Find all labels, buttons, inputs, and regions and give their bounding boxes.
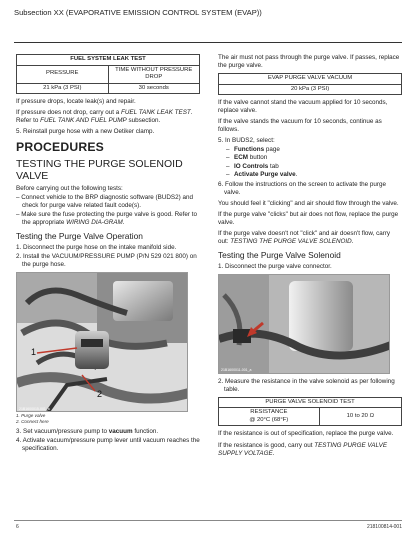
selection-item: – Activate Purge valve.	[226, 171, 402, 179]
paragraph: If the resistance is out of specification, replace the purge valve.	[218, 430, 394, 438]
document-code: 218100814-001	[366, 524, 402, 530]
photo-code: 21B1600015-001_a	[19, 407, 50, 412]
table-cell: 21 kPa (3 PSI)	[17, 83, 109, 94]
paragraph: If the valve cannot stand the vacuum applied for 10 seconds, replace valve.	[218, 99, 388, 115]
procedures-heading: PROCEDURES	[16, 140, 105, 155]
table-title: PURGE VALVE SOLENOID TEST	[219, 397, 402, 408]
paragraph: If the valve stands the vacuum for 10 seconds, continue as follows.	[218, 118, 382, 134]
purge-valve-illustration	[17, 273, 188, 412]
step-list	[16, 428, 200, 453]
right-column	[218, 54, 402, 461]
connector-photo	[218, 274, 390, 374]
header-title: Subsection XX (EVAPORATIVE EMISSION CONTROL SYSTEM (EVAP))	[14, 8, 262, 17]
link-wiring-diagram[interactable]: WIRING DIA-GRAM	[66, 219, 123, 227]
paragraph: If the purge valve "clicks" but air does not flow, replace the purge valve.	[218, 210, 399, 226]
step: 2. Measure the resistance in the valve solenoid as per following table.	[218, 377, 395, 393]
purge-valve-body	[75, 331, 109, 369]
fuel-leak-test-table	[16, 54, 200, 94]
step-list	[16, 244, 200, 269]
purge-valve-photo	[16, 272, 188, 412]
evap-vacuum-table	[218, 73, 402, 95]
selection-item: – IO Controls tab	[226, 163, 402, 171]
step: 1. Disconnect the purge hose on the intake manifold side.	[16, 244, 177, 252]
bullet-item: – Connect vehicle to the BRP diagnostic software (BUDS2) and check for purge valve related fault code(s).	[16, 194, 193, 210]
table-title: EVAP PURGE VALVE VACUUM	[219, 74, 402, 85]
table-title: FUEL SYSTEM LEAK TEST	[17, 55, 200, 66]
link-fuel-tank-leak-test[interactable]: FUEL TANK LEAK TEST	[121, 109, 191, 117]
page-number: 6	[16, 524, 19, 530]
page-header	[14, 8, 402, 18]
photo-code: 21B1600011-001_a	[221, 367, 252, 372]
link-testing-purge-valve-supply-voltage[interactable]: TESTING PURGE VALVE SUPPLY VOLTAGE	[218, 441, 388, 457]
paragraph: If the resistance is good, carry out TESTING PURGE VALVE SUPPLY VOLTAGE.	[218, 441, 388, 457]
section-title: TESTING THE PURGE SOLENOID VALVE	[16, 157, 183, 182]
paragraph: Before carrying out the following tests:	[16, 185, 123, 193]
step: 6. Follow the instructions on the screen to activate the purge valve.	[218, 180, 387, 196]
paragraph: The air must not pass through the purge valve. If passes, replace the purge valve.	[218, 54, 400, 70]
footer-rule	[14, 520, 402, 521]
bullet-item: – Make sure the fuse protecting the purge valve is good. Refer to the appropriate WIRING DIA-GRAM.	[16, 211, 197, 227]
paragraph: You should feel it "clicking" and air should flow through the valve.	[218, 199, 399, 207]
selection-item: – ECM button	[226, 154, 402, 162]
callout-1-label: 1	[31, 347, 37, 358]
table-cell: 30 seconds	[108, 83, 200, 94]
bullet-list	[16, 194, 200, 227]
link-testing-purge-valve-solenoid[interactable]: TESTING THE PURGE VALVE SOLENOID	[230, 237, 352, 245]
legend-item: 2. Connect here	[16, 419, 49, 425]
selection-item: – Functions page	[226, 146, 402, 154]
step: 5. Reinstall purge hose with a new Oetiker clamp.	[16, 128, 155, 136]
step: 4. Activate vacuum/pressure pump lever until vacuum reaches the specification.	[16, 437, 200, 453]
subsection-heading: Testing the Purge Valve Operation	[16, 231, 143, 242]
step: 2. Install the VACUUM/PRESSURE PUMP (P/N 529 021 800) on the purge hose.	[16, 253, 197, 269]
step: 1. Disconnect the purge valve connector.	[218, 262, 332, 270]
subsection-heading: Testing the Purge Valve Solenoid	[218, 249, 341, 260]
callout-2-label: 2	[97, 389, 103, 400]
solenoid-test-table	[218, 397, 402, 427]
link-fuel-tank-and-fuel-pump[interactable]: FUEL TANK AND FUEL PUMP	[40, 117, 127, 125]
paragraph: If pressure does not drop, carry out a FUEL TANK LEAK TEST. Refer to FUEL TANK AND FUEL PUMP subsection.	[16, 109, 193, 125]
left-column	[16, 54, 200, 454]
legend	[16, 413, 200, 425]
table-header-cell: PRESSURE	[17, 65, 109, 83]
table-header-cell: TIME WITHOUT PRESSURE DROP	[108, 65, 200, 83]
legend-item: 1. Purge valve	[16, 413, 46, 419]
table-cell: 20 kPa (3 PSI)	[219, 84, 402, 95]
connector-illustration	[219, 275, 390, 374]
table-cell: RESISTANCE @ 20°C (68°F)	[219, 408, 320, 426]
step: 3. Set vacuum/pressure pump to vacuum function.	[16, 427, 159, 435]
paragraph: If the purge valve doesn't not "click" and air doesn't flow, carry out: TESTING THE PURGE VALVE SOLENOID.	[218, 229, 391, 245]
header-rule	[14, 42, 402, 43]
table-cell: 10 to 20 Ω	[319, 408, 401, 426]
paragraph: If pressure drops, locate leak(s) and repair.	[16, 98, 136, 106]
buds2-selection-list	[218, 146, 402, 178]
step: 5. In BUDS2, select:	[218, 137, 275, 145]
